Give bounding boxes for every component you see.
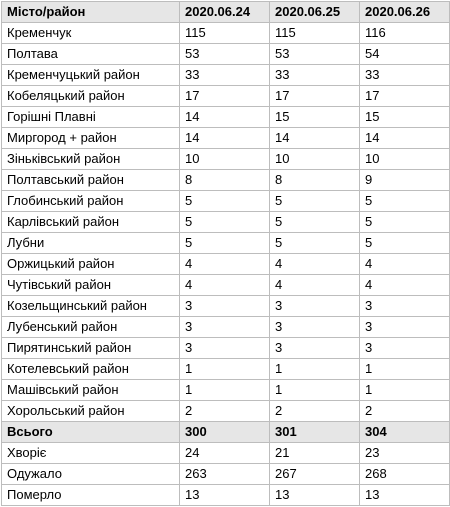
count-cell: 21 bbox=[270, 443, 360, 464]
count-cell: 13 bbox=[360, 485, 450, 506]
location-cell: Пирятинський район bbox=[2, 338, 180, 359]
location-cell: Миргород + район bbox=[2, 128, 180, 149]
count-cell: 15 bbox=[270, 107, 360, 128]
location-cell: Машівський район bbox=[2, 380, 180, 401]
table-row bbox=[2, 380, 450, 401]
table-row bbox=[2, 23, 450, 44]
column-header-location: Місто/район bbox=[2, 2, 180, 23]
count-cell: 33 bbox=[270, 65, 360, 86]
location-cell: Хорольський район bbox=[2, 401, 180, 422]
count-cell: 5 bbox=[270, 212, 360, 233]
count-cell: 3 bbox=[270, 338, 360, 359]
count-cell: 5 bbox=[360, 233, 450, 254]
count-cell: 23 bbox=[360, 443, 450, 464]
table-row bbox=[2, 401, 450, 422]
count-cell: 53 bbox=[180, 44, 270, 65]
count-cell: 4 bbox=[270, 254, 360, 275]
count-cell: 13 bbox=[270, 485, 360, 506]
count-cell: 5 bbox=[270, 191, 360, 212]
count-cell: 5 bbox=[270, 233, 360, 254]
covid-cases-table bbox=[1, 1, 450, 506]
location-cell: Козельщинський район bbox=[2, 296, 180, 317]
location-cell: Карлівський район bbox=[2, 212, 180, 233]
total-count-cell: 301 bbox=[270, 422, 360, 443]
count-cell: 53 bbox=[270, 44, 360, 65]
count-cell: 116 bbox=[360, 23, 450, 44]
count-cell: 33 bbox=[360, 65, 450, 86]
location-cell: Полтава bbox=[2, 44, 180, 65]
count-cell: 3 bbox=[180, 317, 270, 338]
table-row bbox=[2, 149, 450, 170]
summary-label: Померло bbox=[2, 485, 180, 506]
location-cell: Лубни bbox=[2, 233, 180, 254]
count-cell: 5 bbox=[180, 191, 270, 212]
location-cell: Кременчуцький район bbox=[2, 65, 180, 86]
count-cell: 8 bbox=[270, 170, 360, 191]
count-cell: 33 bbox=[180, 65, 270, 86]
count-cell: 3 bbox=[360, 317, 450, 338]
summary-label: Хворіє bbox=[2, 443, 180, 464]
location-cell: Глобинський район bbox=[2, 191, 180, 212]
table-row bbox=[2, 359, 450, 380]
count-cell: 1 bbox=[360, 359, 450, 380]
total-label: Всього bbox=[2, 422, 180, 443]
count-cell: 17 bbox=[180, 86, 270, 107]
location-cell: Зіньківський район bbox=[2, 149, 180, 170]
count-cell: 115 bbox=[270, 23, 360, 44]
table-row bbox=[2, 86, 450, 107]
count-cell: 4 bbox=[180, 275, 270, 296]
count-cell: 3 bbox=[270, 317, 360, 338]
summary-row-died bbox=[2, 485, 450, 506]
table-row bbox=[2, 65, 450, 86]
count-cell: 14 bbox=[180, 107, 270, 128]
count-cell: 4 bbox=[360, 254, 450, 275]
count-cell: 17 bbox=[360, 86, 450, 107]
column-header-date: 2020.06.24 bbox=[180, 2, 270, 23]
count-cell: 2 bbox=[180, 401, 270, 422]
table-row bbox=[2, 212, 450, 233]
location-cell: Горішні Плавні bbox=[2, 107, 180, 128]
count-cell: 1 bbox=[270, 359, 360, 380]
location-cell: Кобеляцький район bbox=[2, 86, 180, 107]
count-cell: 3 bbox=[360, 338, 450, 359]
table-row bbox=[2, 317, 450, 338]
summary-label: Одужало bbox=[2, 464, 180, 485]
table-row bbox=[2, 275, 450, 296]
column-header-date: 2020.06.25 bbox=[270, 2, 360, 23]
count-cell: 10 bbox=[360, 149, 450, 170]
location-cell: Чутівський район bbox=[2, 275, 180, 296]
total-row bbox=[2, 422, 450, 443]
count-cell: 115 bbox=[180, 23, 270, 44]
count-cell: 1 bbox=[270, 380, 360, 401]
count-cell: 8 bbox=[180, 170, 270, 191]
count-cell: 10 bbox=[180, 149, 270, 170]
summary-row-recovered bbox=[2, 464, 450, 485]
count-cell: 4 bbox=[180, 254, 270, 275]
count-cell: 14 bbox=[270, 128, 360, 149]
count-cell: 14 bbox=[180, 128, 270, 149]
count-cell: 3 bbox=[360, 296, 450, 317]
count-cell: 24 bbox=[180, 443, 270, 464]
location-cell: Лубенський район bbox=[2, 317, 180, 338]
count-cell: 263 bbox=[180, 464, 270, 485]
table-row bbox=[2, 338, 450, 359]
count-cell: 1 bbox=[180, 380, 270, 401]
header-row bbox=[2, 2, 450, 23]
count-cell: 4 bbox=[360, 275, 450, 296]
count-cell: 14 bbox=[360, 128, 450, 149]
total-count-cell: 300 bbox=[180, 422, 270, 443]
count-cell: 15 bbox=[360, 107, 450, 128]
table-row bbox=[2, 128, 450, 149]
count-cell: 54 bbox=[360, 44, 450, 65]
count-cell: 5 bbox=[360, 191, 450, 212]
count-cell: 3 bbox=[180, 338, 270, 359]
location-cell: Полтавський район bbox=[2, 170, 180, 191]
table-row bbox=[2, 44, 450, 65]
count-cell: 4 bbox=[270, 275, 360, 296]
count-cell: 267 bbox=[270, 464, 360, 485]
table-row bbox=[2, 170, 450, 191]
count-cell: 3 bbox=[270, 296, 360, 317]
count-cell: 268 bbox=[360, 464, 450, 485]
count-cell: 5 bbox=[180, 212, 270, 233]
location-cell: Кременчук bbox=[2, 23, 180, 44]
count-cell: 2 bbox=[270, 401, 360, 422]
count-cell: 10 bbox=[270, 149, 360, 170]
location-cell: Оржицький район bbox=[2, 254, 180, 275]
total-count-cell: 304 bbox=[360, 422, 450, 443]
table-row bbox=[2, 254, 450, 275]
count-cell: 5 bbox=[360, 212, 450, 233]
table-row bbox=[2, 191, 450, 212]
count-cell: 5 bbox=[180, 233, 270, 254]
count-cell: 13 bbox=[180, 485, 270, 506]
summary-row-sick bbox=[2, 443, 450, 464]
location-cell: Котелевський район bbox=[2, 359, 180, 380]
table-row bbox=[2, 233, 450, 254]
count-cell: 3 bbox=[180, 296, 270, 317]
table-row bbox=[2, 296, 450, 317]
table-row bbox=[2, 107, 450, 128]
count-cell: 1 bbox=[180, 359, 270, 380]
column-header-date: 2020.06.26 bbox=[360, 2, 450, 23]
count-cell: 17 bbox=[270, 86, 360, 107]
count-cell: 1 bbox=[360, 380, 450, 401]
count-cell: 2 bbox=[360, 401, 450, 422]
count-cell: 9 bbox=[360, 170, 450, 191]
